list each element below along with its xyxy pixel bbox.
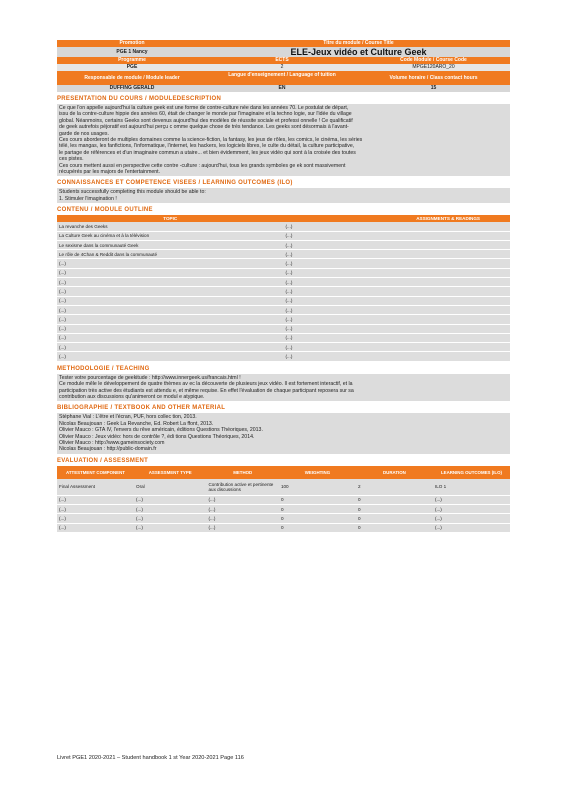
evaluation-cell: 0 xyxy=(279,495,356,504)
topic-row xyxy=(57,296,510,305)
topic-table xyxy=(57,215,510,361)
bibliographie-title: BIBLIOGRAPHIE / TEXTBOOK AND OTHER MATERIAL xyxy=(57,405,226,412)
evaluation-cell: (...) xyxy=(134,495,206,504)
header-table xyxy=(57,40,510,92)
language-label: Langue d'enseignement / Language of tuition xyxy=(228,72,336,78)
evaluation-cell: (...) xyxy=(433,505,510,514)
assign-cell: (...) xyxy=(284,287,511,296)
topic-cell: La revanche des Geeks xyxy=(57,222,284,231)
topic-cell: Le rôle de 4Chan & Reddit dans la communauté xyxy=(57,250,284,259)
topic-row xyxy=(57,231,510,240)
bibliographie-text: Stéphane Vial : L'être et l'écran, PUF, hors collec tion, 2013. Nicolas Beaujouan : Geek La Revanche, Ed. Robert La ffont, 2013. Olivier Mauco : GTA IV, l'envers du rêve américain, éditions Questions Théoriques, 2013. Olivier Mauco : Jeux vidéo: hors de contrôle ?, édi tions Questions Théoriques, 2014. Olivier Mauco : http://www.gameinsociety.com Nicolas Beaujouan : http://public-domain.fr xyxy=(57,413,510,453)
programme-value: PGE xyxy=(126,64,138,70)
eval-header-component: ATTESTMENT COMPONENT xyxy=(57,466,134,479)
competences-text: Students successfully completing this module should be able to: 1. Stimuler l'imagination ! xyxy=(57,188,510,203)
assign-cell: (...) xyxy=(284,324,511,333)
presentation-title: PRESENTATION DU COURS / MODULEDESCRIPTION xyxy=(57,96,222,102)
evaluation-cell: 100 xyxy=(279,479,356,496)
evaluation-row xyxy=(57,479,510,496)
presentation-text: Ce que l'on appelle aujourd'hui la culture geek est une forme de contre-culture née dans les années 70. Le postulat de départ, issu de la contre-culture hippie des années 60, était de changer le monde par l'imaginaire et la techno logie, sur l'idée du village global. Néanmoins, certains Geeks sont devenus aujourd'hui des modèles de réussite sociale et professi onnelle ! Ce qualificatif de geek autrefois péjoratif est aujourd'hui perçu c omme quelque chose de très tendance. Les geeks sont désormais à l'avant- garde de nos usages. Ces cours aborderont de multiples domaines comme la science-fiction, la fantasy, les jeux de rôles, les comics, le cinéma, les séries télé, les mangas, les fanfictions, l'informatique, l'internet, les hackers, les logiciels libres, le culte du détail, la culture participative, le partage de références et d'un imaginaire commun a utaire... et bien évidemment, les jeux vidéo qui sont à la croisée des toutes ces pistes. Ces cours mettent aussi en perspective cette contre -culture : aujourd'hui, tous les grands symboles ge ek sont massivement récupérés par les majors de l'entertainment. xyxy=(57,104,510,176)
programme-label: Programme xyxy=(118,57,146,63)
topic-cell: (...) xyxy=(57,333,284,342)
evaluation-cell: (...) xyxy=(57,495,134,504)
topic-row xyxy=(57,343,510,352)
evaluation-cell: (...) xyxy=(433,495,510,504)
topic-cell: (...) xyxy=(57,324,284,333)
topic-row xyxy=(57,287,510,296)
promotion-value: PGE 1 Nancy xyxy=(116,49,148,55)
ects-label: ECTS xyxy=(275,57,289,63)
topic-row xyxy=(57,352,510,361)
evaluation-cell: (...) xyxy=(57,523,134,532)
evaluation-row xyxy=(57,514,510,523)
topic-cell: Le sexisme dans la communauté Geek xyxy=(57,240,284,249)
title-label: Titre du module / Course Title xyxy=(323,40,394,46)
evaluation-cell: (...) xyxy=(206,505,278,514)
evaluation-cell: 2 xyxy=(356,479,433,496)
evaluation-cell: 0 xyxy=(356,523,433,532)
topic-row xyxy=(57,259,510,268)
evaluation-cell: (...) xyxy=(433,514,510,523)
eval-header-duration: DURATION xyxy=(356,466,433,479)
evaluation-row xyxy=(57,495,510,504)
evaluation-cell: (...) xyxy=(433,523,510,532)
topic-cell: (...) xyxy=(57,296,284,305)
topic-cell: (...) xyxy=(57,343,284,352)
topic-row xyxy=(57,268,510,277)
topic-cell: (...) xyxy=(57,268,284,277)
assign-cell: (...) xyxy=(284,305,511,314)
assign-cell: (...) xyxy=(284,315,511,324)
hours-label: Volume horaire / Class contact hours xyxy=(389,75,478,81)
assign-header: ASSIGNMENTS & READINGS xyxy=(284,215,511,222)
topic-row xyxy=(57,333,510,342)
evaluation-table xyxy=(57,466,510,533)
methodologie-title: METHODOLOGIE / TEACHING xyxy=(57,365,150,372)
evaluation-cell: Contribution active et pertinente aux discussions xyxy=(206,479,278,496)
topic-row xyxy=(57,324,510,333)
evaluation-cell: (...) xyxy=(134,523,206,532)
hours-value: 15 xyxy=(430,85,437,91)
page-footer: Livret PGE1 2020-2021 – Student handbook 1 st Year 2020-2021 Page 116 xyxy=(57,755,244,761)
assign-cell: (...) xyxy=(284,268,511,277)
evaluation-cell: 0 xyxy=(279,523,356,532)
evaluation-cell: (...) xyxy=(206,523,278,532)
assign-cell: (...) xyxy=(284,231,511,240)
evaluation-title: EVALUATION / ASSESSMENT xyxy=(57,457,149,464)
topic-row xyxy=(57,315,510,324)
evaluation-row xyxy=(57,523,510,532)
topic-row xyxy=(57,250,510,259)
evaluation-cell: (...) xyxy=(57,514,134,523)
assign-cell: (...) xyxy=(284,250,511,259)
assign-cell: (...) xyxy=(284,222,511,231)
module-title: ELE-Jeux vidéo et Culture Geek xyxy=(290,47,427,57)
topic-row xyxy=(57,222,510,231)
evaluation-cell: 0 xyxy=(356,514,433,523)
evaluation-cell: ILO 1 xyxy=(433,479,510,496)
topic-header: TOPIC xyxy=(57,215,284,222)
topic-cell: (...) xyxy=(57,278,284,287)
evaluation-cell: 0 xyxy=(279,505,356,514)
assign-cell: (...) xyxy=(284,333,511,342)
competences-title: CONNAISSANCES ET COMPETENCE VISEES / LEARNING OUTCOMES (ILO) xyxy=(57,180,293,187)
topic-cell: (...) xyxy=(57,287,284,296)
topic-row xyxy=(57,305,510,314)
promotion-label: Promotion xyxy=(119,40,145,46)
assign-cell: (...) xyxy=(284,278,511,287)
methodologie-text: Tester votre pourcentage de geekitude : http://www.innergeek.us/francais.html ! Ce module mêle le développement de quatre thèmes av ec la découverte de plusieurs jeux vidéo. Il est fortement interactif, et la participation très active des étudiants est attendu e, et même requise. En effet l'évaluation de chaque participant reposera sur sa contribution aux discussions qu'animeront ce modul e atypique. xyxy=(57,374,510,402)
evaluation-cell: (...) xyxy=(206,514,278,523)
evaluation-cell: 0 xyxy=(356,495,433,504)
evaluation-cell: Final Assessment xyxy=(57,479,134,496)
evaluation-cell: (...) xyxy=(134,505,206,514)
code-label: Code Module / Course Code xyxy=(400,57,467,63)
evaluation-row xyxy=(57,505,510,514)
eval-header-method: METHOD xyxy=(206,466,278,479)
assign-cell: (...) xyxy=(284,343,511,352)
assign-cell: (...) xyxy=(284,240,511,249)
evaluation-cell: (...) xyxy=(57,505,134,514)
code-value: MPGE120ARO_20 xyxy=(412,64,455,70)
topic-cell: (...) xyxy=(57,305,284,314)
evaluation-cell: 0 xyxy=(356,505,433,514)
evaluation-cell: (...) xyxy=(206,495,278,504)
assign-cell: (...) xyxy=(284,352,511,361)
assign-cell: (...) xyxy=(284,296,511,305)
assign-cell: (...) xyxy=(284,259,511,268)
eval-header-weighting: WEIGHTING xyxy=(279,466,356,479)
eval-header-type: ASSESSMENT TYPE xyxy=(134,466,206,479)
evaluation-cell: 0 xyxy=(279,514,356,523)
leader-value: DUFFING GERALD xyxy=(109,85,155,91)
language-value: EN xyxy=(278,85,286,91)
module-sheet xyxy=(57,40,510,533)
evaluation-cell: (...) xyxy=(134,514,206,523)
topic-cell: (...) xyxy=(57,352,284,361)
contenu-title: CONTENU / MODULE OUTLINE xyxy=(57,207,153,214)
evaluation-cell: Oral xyxy=(134,479,206,496)
leader-label: Responsable de module / Module leader xyxy=(84,75,180,81)
topic-row xyxy=(57,278,510,287)
eval-header-ilo: LEARNING OUTCOMES (ILO) xyxy=(433,466,510,479)
topic-cell: La Culture Geek au cinéma et à la télévision xyxy=(57,231,284,240)
topic-cell: (...) xyxy=(57,315,284,324)
ects-value: 2 xyxy=(280,64,284,70)
topic-row xyxy=(57,240,510,249)
topic-cell: (...) xyxy=(57,259,284,268)
